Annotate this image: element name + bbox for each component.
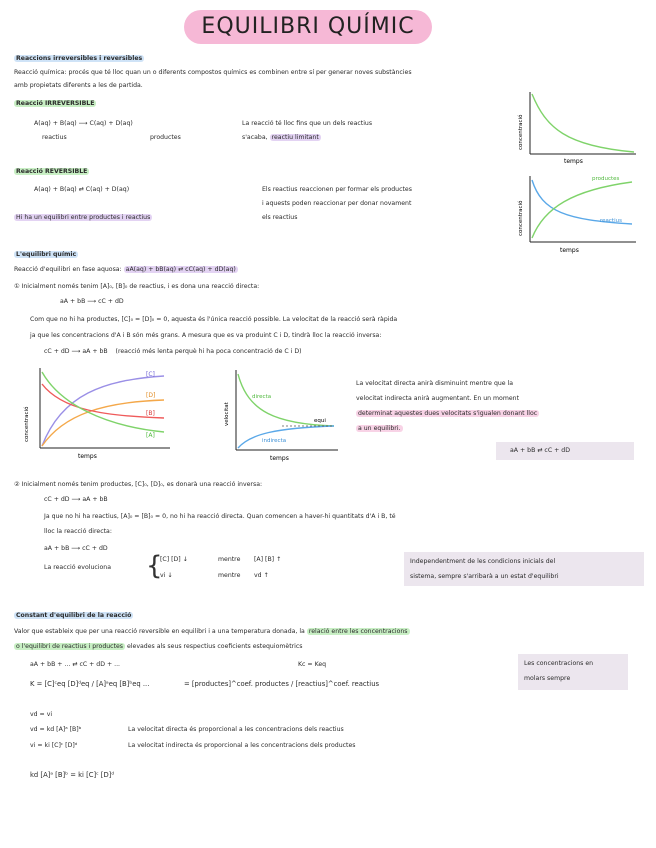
- case-1-line-1: ① Inicialment només tenim [A]₀, [B]₀ de reactius, i es dona una reacció directa:: [14, 283, 260, 290]
- evolution-row-1-mid: mentre: [218, 556, 241, 563]
- evolution-row-1-right: [A] [B] ↑: [254, 556, 282, 563]
- irreversible-graph: [516, 88, 640, 168]
- case-2-evolution-label: La reacció evoluciona: [44, 564, 112, 571]
- general-equation: aA + bB + ... ⇄ cC + dD + ...: [30, 661, 121, 668]
- evolution-row-2-mid: mentre: [218, 572, 241, 579]
- intro-line-1: Reacció química: procés que té lloc quan un o diferents compostos químics es combinen entre sí per generar noves substàncies: [14, 69, 412, 76]
- reversible-graph: [516, 172, 640, 256]
- concentration-xlabel: temps: [78, 453, 97, 460]
- equilibri-reaction-line: Reacció d'equilibri en fase aquosa: aA(aq) + bB(aq) ⇄ cC(aq) + dD(aq): [14, 266, 236, 273]
- equilibrium-box-equation: aA + bB ⇄ cC + dD: [510, 447, 570, 454]
- reversible-equation: A(aq) + B(aq) ⇄ C(aq) + D(aq): [34, 186, 130, 193]
- irreversible-description-2: s'acaba, reactiu limitant: [242, 134, 319, 141]
- irreversible-equation: A(aq) + B(aq) ⟶ C(aq) + D(aq): [34, 120, 133, 127]
- constant-line-2: o l'equilibri de reactius i productes elevades als seus respectius coeficients estequiomètrics: [16, 643, 303, 650]
- label-D: [D]: [146, 392, 156, 399]
- case-2-line-3: lloc la reacció directa:: [44, 528, 112, 535]
- case-2-line-1: ② Inicialment només tenim productes, [C]₀, [D]₀, es donarà una reacció inversa:: [14, 481, 263, 488]
- page-title: EQUILIBRI QUÍMIC: [201, 14, 415, 39]
- kc-equals-keq: Kc = Keq: [298, 661, 327, 668]
- reversible-heading: Reacció REVERSIBLE: [16, 168, 88, 175]
- velocity-ylabel: velocitat: [224, 402, 230, 426]
- irreversible-description-1: La reacció té lloc fins que un dels reactius: [242, 120, 373, 127]
- label-A: [A]: [146, 432, 155, 439]
- evolution-brace: {: [146, 551, 163, 581]
- case-2-line-2: Ja que no hi ha reactius, [A]₀ = [B]₀ = 0, no hi ha reacció directa. Quan comencen a haver-hi quantitats d'A i B, té: [44, 513, 396, 520]
- productes-label: productes: [592, 176, 620, 182]
- label-B: [B]: [146, 410, 155, 417]
- indirecta-curve: [238, 426, 334, 448]
- label-C: [C]: [146, 371, 155, 378]
- vd-equals-vi: vd = vi: [30, 711, 53, 718]
- case-2-equation-2: aA + bB ⟶ cC + dD: [44, 545, 108, 552]
- independent-box-line-2: sistema, sempre s'arribarà a un estat d'equilibri: [410, 573, 559, 580]
- evolution-row-2-right: vd ↑: [254, 572, 269, 579]
- molar-note-line-2: molars sempre: [524, 675, 571, 682]
- case-1-equation-1: aA + bB ⟶ cC + dD: [60, 298, 124, 305]
- case-1-desc-3: determinat aquestes dues velocitats s'igualen donant lloc: [358, 410, 538, 417]
- reversible-xlabel: temps: [560, 247, 579, 254]
- case-1-line-3: ja que les concentracions d'A i B són més grans. A mesura que es va produint C i D, tindrà lloc la reacció inversa:: [30, 332, 382, 339]
- molar-note-line-1: Les concentracions en: [524, 660, 594, 667]
- kc-formula-lhs: K = [C]ᶜeq [D]ᵈeq / [A]ᵃeq [B]ᵇeq ...: [30, 680, 150, 688]
- reversible-note: Hi ha un equilibri entre productes i reactius: [16, 214, 151, 221]
- irreversible-reactius-label: reactius: [42, 134, 67, 141]
- reversible-description-3: els reactius: [262, 214, 298, 221]
- reactius-label: reactius: [600, 218, 622, 224]
- section-heading-reversibles: Reaccions irreversibles i reversibles: [16, 55, 143, 62]
- section-heading-constant: Constant d'equilibri de la reacció: [16, 612, 132, 619]
- directa-label: directa: [252, 394, 272, 400]
- curve-A: [42, 372, 164, 432]
- kc-formula-rhs: = [productes]^coef. productes / [reactius]^coef. reactius: [184, 680, 380, 688]
- indirecta-label: indirecta: [262, 438, 287, 444]
- final-equation: kd [A]ᵃ [B]ᵇ = ki [C]ᶜ [D]ᵈ: [30, 771, 115, 779]
- irreversible-heading: Reacció IRREVERSIBLE: [16, 100, 95, 107]
- evolution-row-2-left: vi ↓: [160, 572, 173, 579]
- evolution-row-1-left: [C] [D] ↓: [160, 556, 188, 563]
- vi-description: La velocitat indirecta és proporcional a les concentracions dels productes: [128, 742, 356, 749]
- reversible-description-1: Els reactius reaccionen per formar els productes: [262, 186, 412, 193]
- case-1-desc-4: a un equilibri.: [358, 425, 401, 432]
- case-2-equation-1: cC + dD ⟶ aA + bB: [44, 496, 108, 503]
- irreversible-productes-label: productes: [150, 134, 181, 141]
- curve-D: [42, 400, 164, 446]
- vd-description: La velocitat directa és proporcional a les concentracions dels reactius: [128, 726, 344, 733]
- equi-label: equi: [314, 418, 326, 424]
- irreversible-xlabel: temps: [564, 158, 583, 165]
- case-1-line-2: Com que no hi ha productes, [C]₀ = [D]₀ = 0, aquesta és l'única reacció possible. La velocitat de la reacció serà ràpida: [30, 316, 398, 323]
- independent-box-line-1: Independentment de les condicions inicials del: [410, 558, 556, 565]
- constant-line-1: Valor que estableix que per una reacció reversible en equilibri i a una temperatura donada, la relació entre les concentracions: [14, 628, 408, 635]
- concentration-ylabel: concentració: [24, 406, 30, 442]
- case-1-equation-2: cC + dD ⟶ aA + bB (reacció més lenta perquè hi ha poca concentració de C i D): [44, 348, 302, 355]
- irreversible-ylabel: concentració: [518, 114, 524, 150]
- reversible-ylabel: concentració: [518, 200, 524, 236]
- irreversible-curve: [532, 94, 634, 152]
- concentration-graph: [14, 364, 174, 464]
- case-1-desc-2: velocitat indirecta anirà augmentant. En un moment: [356, 395, 520, 402]
- velocity-graph: [222, 366, 342, 466]
- productes-curve: [532, 182, 632, 238]
- section-heading-equilibri: L'equilibri químic: [16, 251, 77, 258]
- reversible-description-2: i aquests poden reaccionar per donar novament: [262, 200, 412, 207]
- velocity-xlabel: temps: [270, 455, 289, 462]
- vi-equation: vi = ki [C]ᶜ [D]ᵈ: [30, 742, 78, 749]
- vd-equation: vd = kd [A]ᵃ [B]ᵇ: [30, 726, 82, 733]
- case-1-desc-1: La velocitat directa anirà disminuint mentre que la: [356, 380, 514, 387]
- intro-line-2: amb propietats diferents a les de partida.: [14, 82, 143, 89]
